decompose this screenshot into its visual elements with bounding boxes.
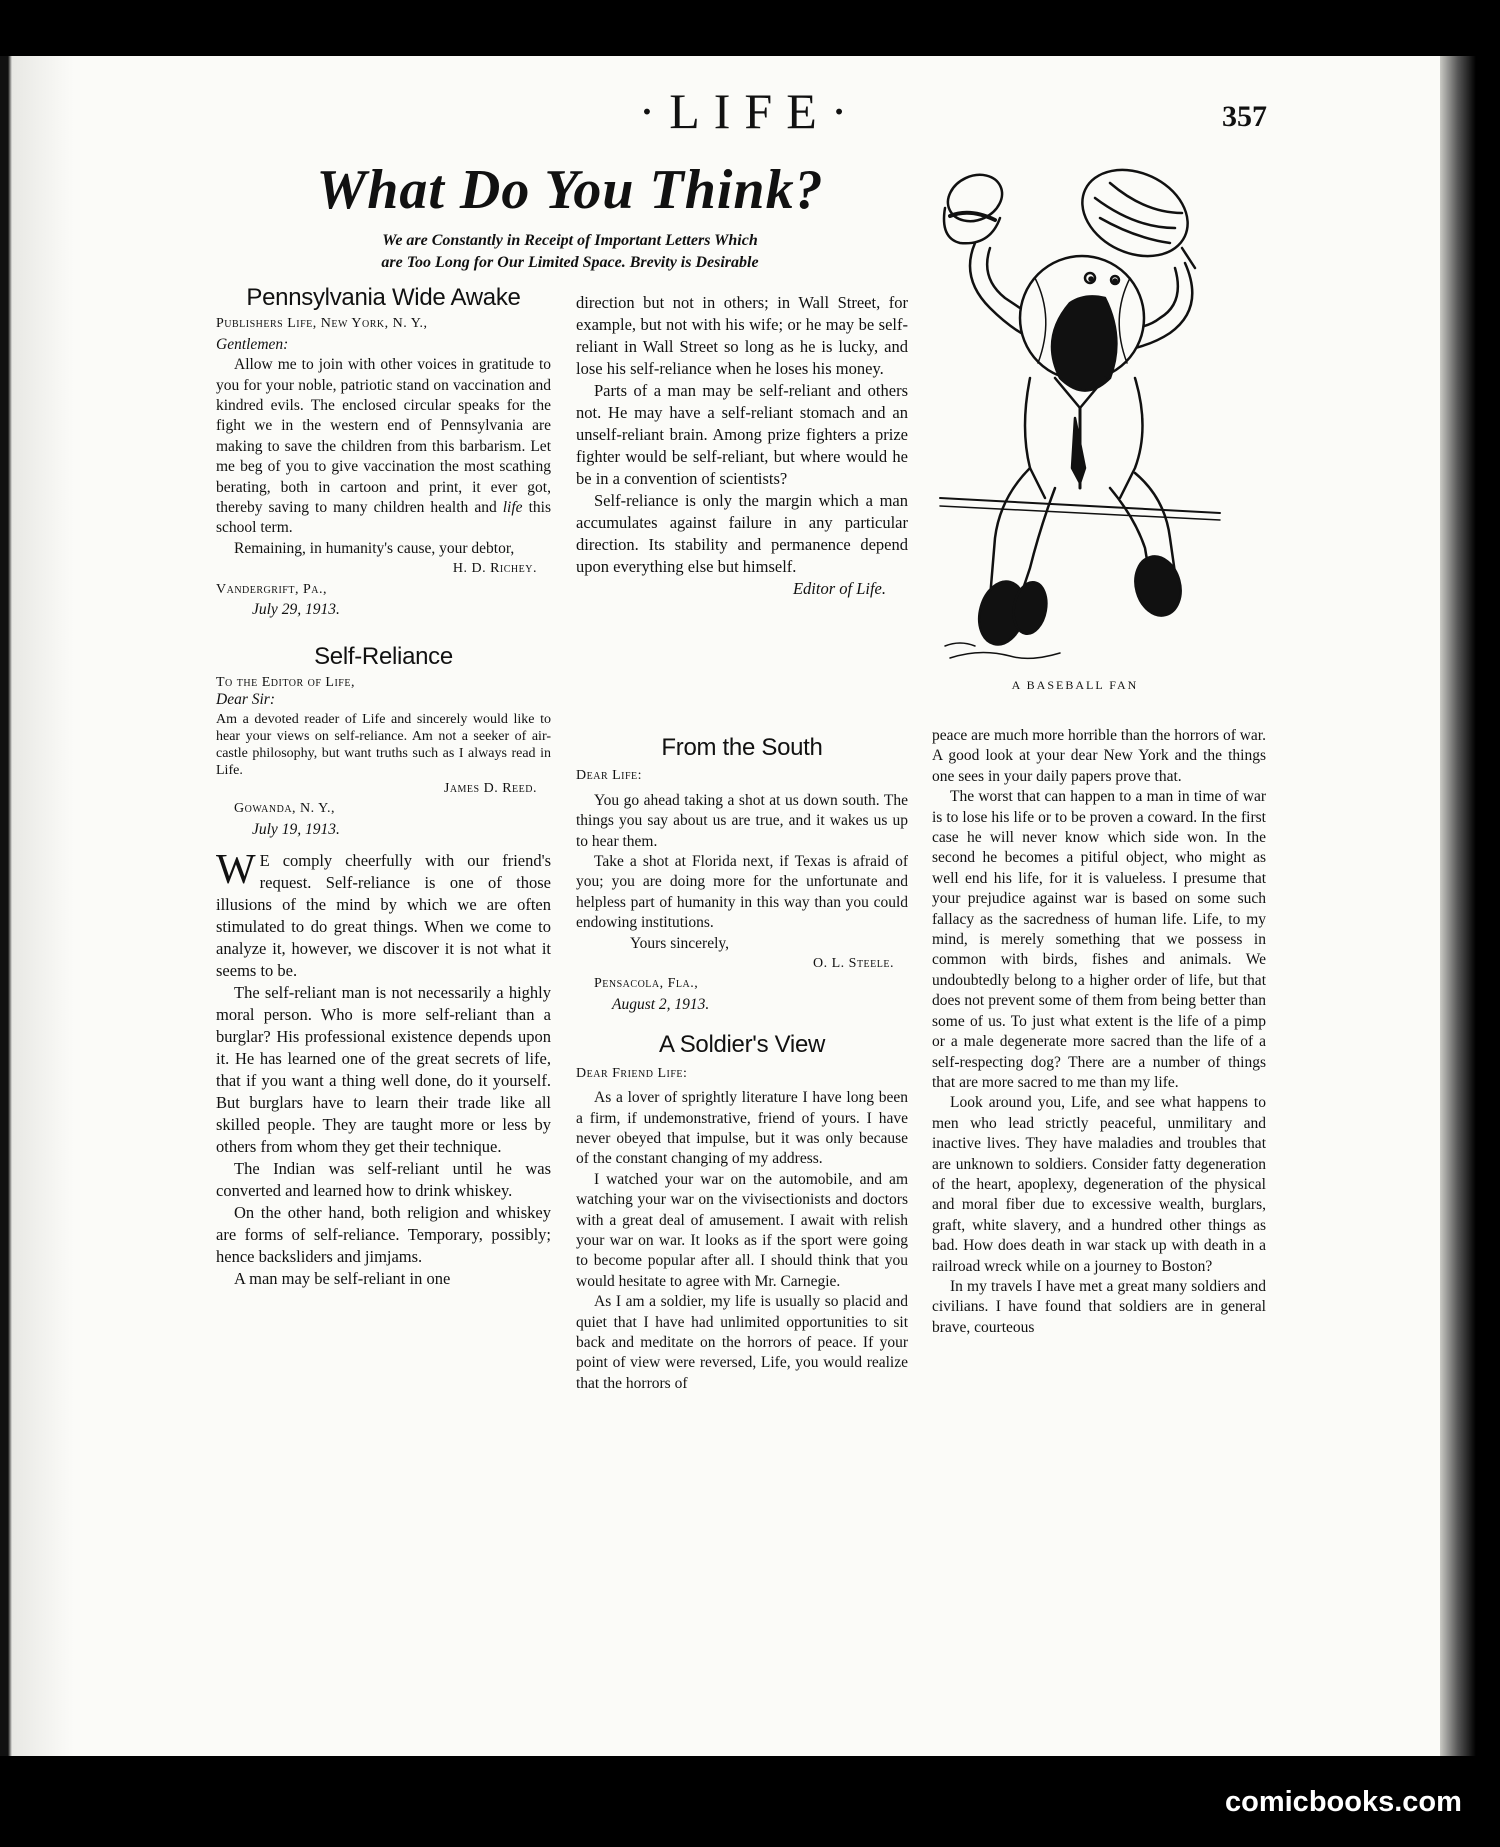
dek-line-2: are Too Long for Our Limited Space. Brevity is Desirable — [381, 254, 759, 271]
column-2-lower — [576, 734, 908, 1394]
letter-closing: Yours sincerely, — [630, 934, 730, 952]
editor-reply: A man may be self-reliant in one — [234, 1268, 451, 1288]
editor-signature: Editor of Life. — [792, 579, 886, 598]
letter-body: You go ahead taking a shot at us down south. The things you say about us are true, and it wakes us up to hear them. — [576, 791, 908, 850]
letter-place: Vandergrift, Pa., — [216, 581, 327, 597]
editor-reply: Parts of a man may be self-reliant and others not. He may have a self-reliant stomach and an unself-reliant brain. Among prize fighters a prize fighter would be self-reliant, but where would he be in a convention of scientists? — [576, 381, 908, 488]
letter-address: Publishers Life, New York, N. Y., — [216, 316, 428, 332]
letter-signature: O. L. Steele. — [813, 956, 894, 972]
article-title: A Soldier's View — [658, 1031, 826, 1059]
page-headline: What Do You Think? — [316, 159, 824, 221]
editor-reply: Self-reliance is only the margin which a man accumulates against failure in any particular direction. Its stability and permanence depend upon everything else but himself. — [576, 491, 908, 576]
letter-signature: H. D. Richey. — [452, 561, 537, 577]
letter-salutation: Dear Sir: — [216, 691, 275, 709]
letter-salutation: Dear Life: — [576, 768, 643, 784]
masthead: ·LIFE· — [638, 83, 862, 139]
page-edge-shadow — [1440, 56, 1500, 1756]
letter-body: Am a devoted reader of Life and sincerely would like to hear your views on self-reliance. Am not a seeker of air-castle philosophy, but want truths such as I always read in Life. — [216, 711, 551, 778]
letter-closing: Remaining, in humanity's cause, your debtor, — [234, 539, 515, 557]
editor-reply: The Indian was self-reliant until he was converted and learned how to drink whiskey. — [216, 1158, 551, 1200]
drop-cap: W — [216, 846, 256, 893]
binding-gutter — [0, 56, 74, 1756]
illustration-caption: A BASEBALL FAN — [1011, 678, 1139, 692]
letter-body: peace are much more horrible than the horrors of war. A good look at your dear New York and the things one sees in your daily papers prove that. — [932, 727, 1266, 785]
letter-body: I watched your war on the automobile, and am watching your war on the vivisectionists and doctors with a great deal of amusement. I await with relish your war on war. It looks as if the sport were going to become popular after all. I should think that you would hesitate to agree with Mr. Carnegie. — [576, 1170, 908, 1290]
letter-date: July 29, 1913. — [252, 601, 340, 619]
letter-body: Look around you, Life, and see what happens to men who lead strictly peaceful, unmilitary and inactive lives. They have maladies and troubles that are unknown to soldiers. Consider fatty degeneration of the heart, apoplexy, degeneration of the physical and moral fiber due to excessive wealth, burglars, graft, white slavery, and a hundred other things as bad. How does death in war stack up with death in a railroad wreck while on a journey to Boston? — [932, 1094, 1266, 1275]
article-title: Self-Reliance — [314, 642, 453, 670]
editor-reply: W E comply cheerfully with our friend's request. Self-reliance is one of those illusions of the mind by which we are often stimulated to do great things. When we come to analyze it, however, we discover it is not what it seems to be. — [216, 846, 551, 980]
letter-body: The worst that can happen to a man in time of war is to lose his life or to be proven a coward. In the first case he will never know which side won. In the second he becomes a pitiful object, who might as well end his life, for it is valueless. I presume that your prejudice against war is based on some such fallacy as the sacredness of human life. Life, to my mind, is merely something that we possess in common with birds, fishes and animals. We undoubtedly belong to a higher order of life, but that does not prevent some of them from being better than some of us. To just what extent is the life of a pimp or a male degenerate more sacred than the life of a self-respecting dog? There are a number of things that are more sacred to me than my life. — [932, 788, 1266, 1091]
dek-line-1: We are Constantly in Receipt of Important Letters Which — [382, 232, 758, 249]
letter-date: August 2, 1913. — [612, 995, 710, 1013]
column-1 — [216, 284, 551, 1290]
letter-salutation: Dear Friend Life: — [576, 1065, 688, 1081]
letter-body: Take a shot at Florida next, if Texas is afraid of you; you are doing more for the unfortunate and helpless part of humanity in this way than you could endowing institutions. — [576, 853, 908, 932]
letter-place: Gowanda, N. Y., — [234, 801, 335, 817]
letter-body: In my travels I have met a great many soldiers and civilians. I have found that soldiers are in general brave, courteous — [932, 1277, 1266, 1336]
editor-reply: direction but not in others; in Wall Street, for example, but not with his wife; or he may be self-reliant in Wall Street so long as he is lucky, and lose his self-reliance when he loses his money. — [576, 293, 908, 378]
letter-address: To the Editor of Life, — [216, 674, 355, 690]
headline-subtitle — [290, 230, 850, 274]
column-2 — [576, 292, 908, 600]
article-title: From the South — [661, 734, 823, 761]
letter-signature: James D. Reed. — [443, 780, 537, 796]
letter-body: As I am a soldier, my life is usually so placid and quiet that I have had unlimited opportunities to sit back and meditate on the horrors of peace. If your point of view were reversed, Life, you would realize that the horrors of — [576, 1293, 908, 1392]
column-3 — [932, 726, 1266, 1338]
letter-place: Pensacola, Fla., — [594, 976, 699, 992]
baseball-fan-illustration — [920, 168, 1230, 668]
article-title: Pennsylvania Wide Awake — [246, 284, 521, 311]
letter-body: Allow me to join with other voices in gratitude to you for your noble, patriotic stand on vaccination and kindred evils. The enclosed circular speaks for the fight we in the western end of Pennsylvania are making to save the children from this barbarism. Let me beg of you to give vaccination the most scathing berating, both in cartoon and print, it ever got, thereby saving to many children health and life this school term. — [216, 356, 551, 537]
letter-salutation: Gentlemen: — [216, 335, 289, 353]
letter-date: July 19, 1913. — [252, 820, 340, 838]
editor-reply: On the other hand, both religion and whiskey are forms of self-reliance. Temporary, possibly; hence backsliders and jimjams. — [216, 1202, 551, 1266]
editor-reply: The self-reliant man is not necessarily a highly moral person. Who is more self-reliant than a burglar? His professional existence depends upon it. He has learned one of the great secrets of life, that if you want a thing well done, do it yourself. But burglars have to learn their trade like all skilled people. They are taught more or less by others from whom they get their technique. — [216, 982, 551, 1156]
letter-body: As a lover of sprightly literature I have long been a firm, if undemonstrative, friend of yours. I have never obeyed that impulse, but it was only because of the constant changing of my address. — [576, 1089, 908, 1168]
page-number: 357 — [1222, 100, 1267, 133]
site-watermark: comicbooks.com — [1225, 1786, 1462, 1818]
hat-icon — [940, 168, 1009, 243]
